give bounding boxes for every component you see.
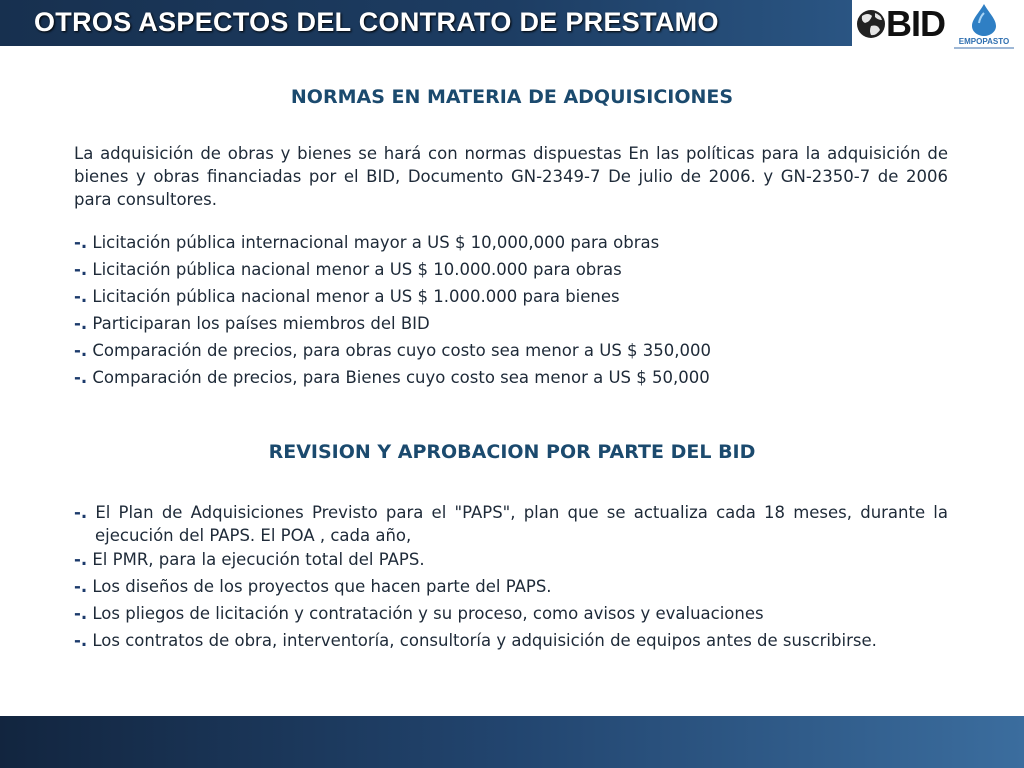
bullet-marker: -. [74,260,88,279]
bullet-marker: -. [74,503,88,522]
revision-list [74,501,948,652]
bid-logo-text: BID [886,3,945,44]
list-item: -. Licitación pública nacional menor a US $ 10.000.000 para obras [74,260,622,279]
footer-bar [0,716,1024,768]
list-item: -. Los contratos de obra, interventoría, consultoría y adquisición de equipos antes de suscribirse. [74,631,877,650]
bullet-marker: -. [74,341,88,360]
list-item: -. Licitación pública internacional mayor a US $ 10,000,000 para obras [74,233,660,252]
list-item: -. Los diseños de los proyectos que hacen parte del PAPS. [74,577,552,596]
water-drop-icon [969,3,999,37]
list-item: -. Licitación pública nacional menor a US $ 1.000.000 para bienes [74,287,620,306]
bullet-marker: -. [74,577,88,596]
bullet-marker: -. [74,604,88,623]
bullet-marker: -. [74,287,88,306]
bullet-marker: -. [74,314,88,333]
section-title-normas: NORMAS EN MATERIA DE ADQUISICIONES [290,86,734,108]
bullet-marker: -. [74,368,88,387]
globe-icon [856,6,886,42]
bullet-marker: -. [74,233,88,252]
list-item: -. Los pliegos de licitación y contratación y su proceso, como avisos y evaluaciones [74,604,764,623]
empopasto-logo-underline [954,47,1014,49]
bullet-marker: -. [74,550,88,569]
bid-logo [856,4,948,44]
slide-title: OTROS ASPECTOS DEL CONTRATO DE PRESTAMO [34,7,719,37]
list-item: -. Comparación de precios, para obras cuyo costo sea menor a US $ 350,000 [74,341,712,360]
list-item: -. Participaran los países miembros del BID [74,314,430,333]
list-item: -. El PMR, para la ejecución total del PAPS. [74,550,425,569]
list-item: -. El Plan de Adquisiciones Previsto para el "PAPS", plan que se actualiza cada 18 meses, durante la ejecución del PAPS. El POA , cada año, [74,503,949,545]
intro-paragraph: La adquisición de obras y bienes se hará con normas dispuestas En las políticas para la adquisición de bienes y obras financiadas por el BID, Documento GN-2349-7 De julio de 2006. y GN-2350-7 de 2006 para consultores. [74,144,948,209]
section-title-revision: REVISION Y APROBACION POR PARTE DEL BID [268,441,756,463]
empopasto-logo-text: EMPOPASTO [958,37,1010,46]
list-item: -. Comparación de precios, para Bienes cuyo costo sea menor a US $ 50,000 [74,368,710,387]
bullet-marker: -. [74,631,88,650]
title-bar [0,0,852,46]
empopasto-logo [950,3,1018,49]
normas-list [74,229,948,391]
